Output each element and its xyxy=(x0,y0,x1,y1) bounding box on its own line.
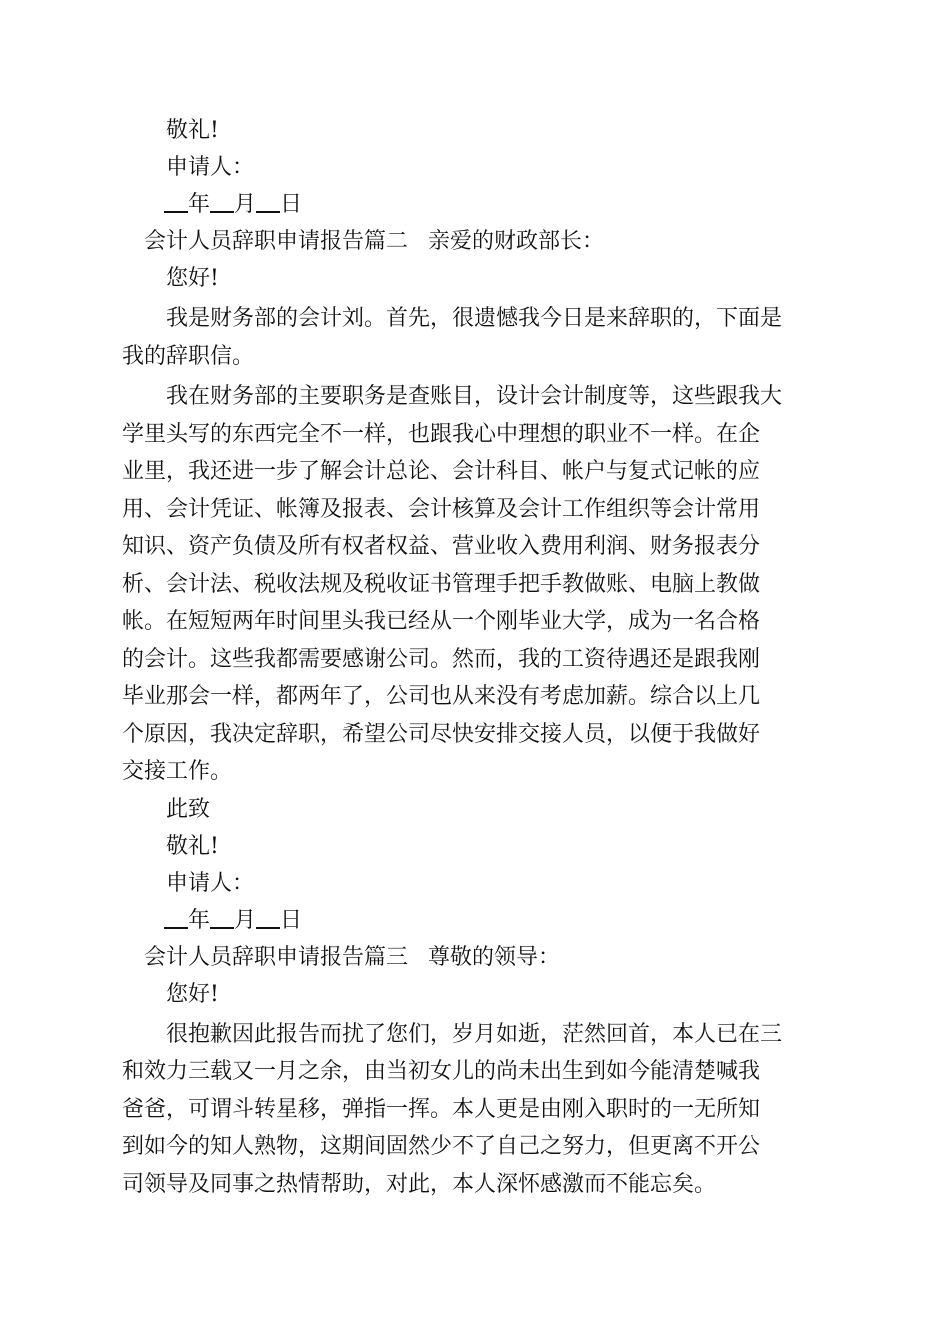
paragraph-line: 我在财务部的主要职务是查账目，设计会计制度等，这些跟我大 xyxy=(166,384,783,409)
paragraph-line: 知识、资产负债及所有权者权益、营业收入费用利润、财务报表分 xyxy=(122,534,761,559)
greeting-text: 您好! xyxy=(166,266,219,291)
paragraph-line: 到如今的知人熟物，这期间固然少不了自己之努力，但更离不开公 xyxy=(122,1134,761,1159)
paragraph-line: 学里头写的东西完全不一样，也跟我心中理想的职业不一样。在企 xyxy=(122,421,761,447)
day-blank xyxy=(256,189,280,213)
applicant-label: 申请人： xyxy=(166,155,255,180)
section-title: 会计人员辞职申请报告篇二 xyxy=(144,229,409,254)
document-body xyxy=(122,112,807,1203)
addressee: 尊敬的领导： xyxy=(428,944,561,970)
date-line xyxy=(144,186,807,223)
paragraph-line: 用、会计凭证、帐簿及报表、会计核算及会计工作组织等会计常用 xyxy=(122,496,761,522)
year-label: 年 xyxy=(188,192,211,217)
year-label: 年 xyxy=(188,907,211,933)
year-blank xyxy=(164,905,188,929)
date-line xyxy=(144,902,807,939)
paragraph xyxy=(122,1016,807,1204)
closing-text: 敬礼! xyxy=(166,833,219,859)
section-title: 会计人员辞职申请报告篇三 xyxy=(144,944,409,970)
paragraph-line: 爸爸，可谓斗转星移，弹指一挥。本人更是由刚入职时的一无所知 xyxy=(122,1096,761,1122)
applicant-label: 申请人： xyxy=(166,870,255,896)
day-label: 日 xyxy=(280,907,303,933)
addressee: 亲爱的财政部长： xyxy=(428,229,605,254)
paragraph-line: 我是财务部的会计刘。首先，很遗憾我今日是来辞职的，下面是 xyxy=(166,306,783,331)
month-blank xyxy=(210,189,234,213)
paragraph-line: 毕业那会一样，都两年了，公司也从来没有考虑加薪。综合以上几 xyxy=(122,684,761,709)
salutation-text: 此致 xyxy=(166,796,211,822)
paragraph-line: 司领导及同事之热情帮助，对此，本人深怀感激而不能忘矣。 xyxy=(122,1171,717,1197)
day-blank xyxy=(256,905,280,929)
month-label: 月 xyxy=(234,192,257,217)
paragraph-line: 析、会计法、税收法规及税收证书管理手把手教做账、电脑上教做 xyxy=(122,571,761,597)
month-label: 月 xyxy=(234,907,257,933)
month-blank xyxy=(210,905,234,929)
paragraph-line: 个原因，我决定辞职，希望公司尽快安排交接人员，以便于我做好 xyxy=(122,721,761,747)
paragraph-line: 很抱歉因此报告而扰了您们，岁月如逝，茫然回首，本人已在三 xyxy=(166,1021,783,1047)
greeting-text: 您好! xyxy=(166,981,219,1007)
day-label: 日 xyxy=(280,192,303,217)
paragraph-line: 帐。在短短两年时间里头我已经从一个刚毕业大学，成为一名合格 xyxy=(122,609,761,634)
year-blank xyxy=(164,189,188,213)
paragraph xyxy=(122,378,807,791)
paragraph-line: 的会计。这些我都需要感谢公司。然而，我的工资待遇还是跟我刚 xyxy=(122,646,761,672)
paragraph-line: 和效力三载又一月之余，由当初女儿的尚未出生到如今能清楚喊我 xyxy=(122,1059,761,1084)
paragraph xyxy=(122,300,807,375)
section-heading xyxy=(144,939,807,976)
section-heading xyxy=(144,223,807,260)
closing-text: 敬礼! xyxy=(166,118,219,143)
paragraph-line: 我的辞职信。 xyxy=(122,343,255,369)
paragraph-line: 交接工作。 xyxy=(122,759,233,784)
paragraph-line: 业里，我还进一步了解会计总论、会计科目、帐户与复式记帐的应 xyxy=(122,459,761,484)
